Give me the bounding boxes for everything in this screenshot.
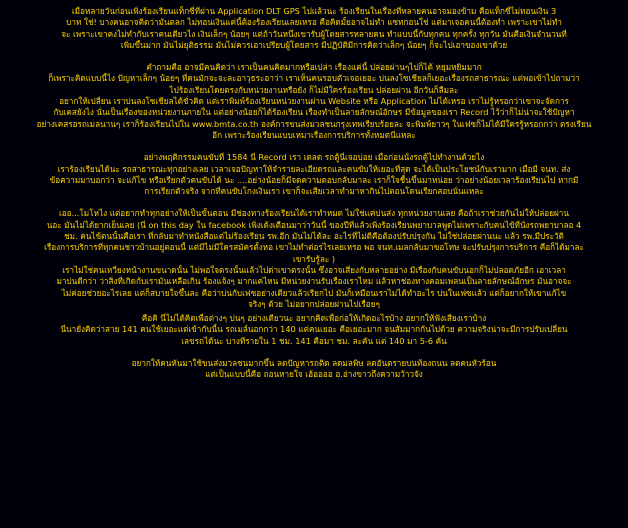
text-line: เขารับรู้ละ ) xyxy=(292,253,336,264)
text-line: การเรียกตัวจริง จากที่คนขับโกงเงินเรา เขาก็จะเสียเวลาทำมาหากินไปตอนโดนเรียกสอบนั่นแหละ xyxy=(144,186,484,197)
text-line: มาบ่นดีกว่า ว่าสิ่งที่เกิดกับเรามันเหลือเกิน ร้องแจ้งๆ มากแค่ไหน มีหน่วยงานรับเรื่องเราไหม แล้วหาช่องทางคอมเพลนเป็นลายลักษณ์อักษร มันอาจจะ xyxy=(56,276,572,287)
text-line: อยากให้คนหันมาใช้ขนส่งมวลชนมากขึ้น ลดปัญหารถติด ลดมลพิษ ลดอันตรายบนท้องถนน ลดคนหัวร้อน xyxy=(131,358,497,369)
text-line: แต่เป็นแบบนี้คือ ถอนหายใจ เฮ้ออออ อ.อ่างขาวถึงความว้าวจัง xyxy=(205,369,423,380)
paragraph-taxi-complaint xyxy=(10,6,618,51)
paragraph-spacer xyxy=(10,347,618,358)
paragraph-process xyxy=(10,208,618,310)
paragraph-bus-141 xyxy=(10,313,618,347)
paragraph-driver-behavior xyxy=(10,152,618,197)
text-line: เมื่อหลายวันก่อนเพิ่งร้องเรียนแท็กซี่ที่ผ่าน Application DLT GPS ไปแล้วนะ ร้องเรียนในเรื่องที่หลายคนอาจมองข้าม คือแท็กซี่ไม่ทอนเงิน 3 xyxy=(71,6,557,16)
text-line: กับเคสยังไง นั่นเป็นเรื่องของหน่วยงานภายใน แต่อย่างน้อยก็ได้ร้องเรียน เรื่องทำเป็นลายลักษณ์อักษร มีข้อมูลของเรา Record ไว้ว่าก็ไม่น่าจะใช้ปัญหา xyxy=(53,107,575,118)
text-line: อย่างพฤติกรรมคนขับที่ 1584 นี่ Record เรา เดลด รถตู้นี่เจอบ่อย เมื่อก่อนนั่งรถตู้ไปทำงานด้วยไง xyxy=(143,152,485,163)
text-line: เรื่องการบริการที่ทุกคนชาวบ้านอยู่ตอนนี้ แต่มีไม่มีใครสมัครตั้งหอ เขาไม่ทำต่อรไรเลยเหรอ พอ จนท.เมลกลับมาขอโทษ จะปรับปรุงการบริการ คือก็ได้มาละ xyxy=(44,242,584,253)
text-line: นี่นายั่งคิดว่าสาย 141 คนใช้เยอะแต่เข้ากับนี้น รถเมล์นอกกว่า 140 แต่คนเยอะ คือเยอะมาก จนสัมมากกันไปด้วย ความจริงน่าจะมีการปรับเปลี่ยน xyxy=(60,324,568,335)
text-line: ไม่ค่อยช่วยอะไรเลย แต่ก็สบายใจขึ้นละ คือว่าบ่นกับเฟซอย่างเดียวแล้วเรียกไป มันก็เหมือนเราไม่ได้ทำอะไร บ่นในเฟซแล้ว แต่ก็อยากให้เขาแก้ไข xyxy=(61,287,567,298)
text-line: จริงๆ ด้วย ไม่อยากปล่อยผ่านไปเรื่อยๆ xyxy=(248,298,380,309)
paragraph-question xyxy=(10,62,618,141)
text-line: ไปร้องเรียนโดยตรงกับหน่วยงานหรือยัง ก็ไม่มีใครร้องเรียน ปล่อยผ่าน อีกวันก็ลืมละ xyxy=(169,84,459,95)
text-line: ก็เพราะคิดแบบนี้ไง ปัญหาเล็กๆ น้อยๆ ที่คนมักจะจะละอาวุธระอาว่า เราเห็นคนรอบตัวเจอเยอะ บ่นลงโซเชียลก็เยอะเรื่องรถสาธารณะ แต่พอเข้าไปถามว่า xyxy=(48,73,580,84)
text-line: เราร้องเรียนได้นะ รถสาธารณะทุกอย่างเลย เวลาเจอปัญหาให้จำรายละเอียดรถและคนขับให้เยอะที่สุด จะได้เป็นประโยชน์กับเรามาก เมื่อมี จนท. ส่ง xyxy=(57,163,571,174)
text-line: ข้อความมาบอกว่า จะแก้ไข หรือเรียกตัวคนขับได้ นะ ....อย่างน้อยก็มีจดความตอบกลับมาละ เราก็ใจชื้นขึ้นมาหน่อย ว่าอย่างน้อยเวลาร้องเรียนไป หากมี xyxy=(49,174,579,185)
text-line: เราไม่ใช่คนเหวี่ยงหน้างานขนาดนั้น ไม่พอใจตรงนั้นแล้วไปด่าเขาตรงนั้น ซึ่งอาจเสี่ยงกับหลายอย่าง มีเรื่องกับคนขับนอกก็ไม่ปลอดภัยอีก เอาเวลา xyxy=(62,264,566,275)
text-line: อย่างเคสรอรถเมลนานๆ เราก็ร้องเรียนไปใน www.bmta.co.th องค์การขนส่งมวลชนกรุงเทพเรียบร้อยละ จะพิมพ์ยาวๆ ในเฟซก็ไม่ได้มีใครรู้หรอกกว่า ตรงเรียน xyxy=(36,118,592,129)
text-line: จะ เพราะเขาคงไม่ทำกับเราคนเดียวไง เงินเล็กๆ น้อยๆ แต่ถ้าวันหนึ่งเขารับผู้โดยสารหลายคน ทำแบบนี้กับทุกคน ทุกครั้ง ทุกวัน มันคือเงินจำนวนที่ xyxy=(61,28,567,39)
text-line: ชม. คนไข้ตนนั้นคือเรา ที่กลับมาทำหนังสือแต่ไม่ร้องเรียน รพ.อีก มันไม่ได้ละ อะไรที่ไม่ดีคือต้องปรับปรุงกัน ไม่ใช่ปล่อยผ่านนะ แล้ว รพ.มีประวัติ xyxy=(64,231,564,242)
text-line: คำถามคือ อาจมีคนคิดว่า เราเป็นคนคิดมากหรือเปล่า เรื่องแค่นี้ ปล่อยผ่านๆไปก็ได้ หยุมหยิมมาก xyxy=(146,62,482,73)
document-body xyxy=(10,6,618,381)
text-line: อีก เพราะร้องเรียนแบบเหมาเรื่องการบริการทั้งหมดนี่แหละ xyxy=(212,129,416,140)
text-line: เออ...โมโหไง แต่อยากทำทุกอย่างให้เป็นขั้นตอน มีช่องทางร้องเรียนได้เราทำหมด ไม่ใช่แค่บ่นส่ง ทุกหน่วยงานเลย คือถ้าเราช่วยกันไม่ให้ปล่อยผ่าน xyxy=(58,208,570,219)
text-line: บาท ใช่! บางคนอาจคิดว่ามันตลก ไม่ทอนเงินแค่นี้ต้องร้องเรียนเลยเหรอ คือคิดมั้ยอาจไม่ทำ แซทกอนใช่ แต่มาเจอคนนี้ต้องทำ เพราะเขาไม่ทำ xyxy=(66,17,562,28)
paragraph-closing xyxy=(10,358,618,381)
text-line: เพิ่มขึ้นมาก มันไม่ยุติธรรม มันไม่ควรเอาเปรียบผู้โดยสาร มีปฏิบัติมีการคิดว่าเล็กๆ น้อยๆ ก็จะไปเอาของเขาด้วย xyxy=(120,39,508,50)
text-line: นอะ มันไม่ได้ยากเย็นเลย (นี่ on this day ใน facebook เพิ่งเด้งเตือนมาว่าวันนี้ ของปีที่แล้วเพิ่งร้องเรียนพยาบาลพูดไม่เพราะกับคนไข้ที่นั่งรถพยาบาลอ 4 xyxy=(46,219,582,230)
text-line: อยากให้เปลี่ยน เราบ่นลงโซเชียลได้ชั่วคิด แต่เราพิมพ์ร้องเรียนหน่วยงานผ่าน Website หรือ Application ไม่ได้เหรอ เราไม่รู้หรอกว่าเขาจะจัดการ xyxy=(59,96,569,107)
paragraph-spacer xyxy=(10,141,618,152)
text-line: เลขรถได้นะ บางทีรายใน 1 ชม. 141 คือมา ชม. ละคัน แต่ 140 มา 5-6 คัน xyxy=(181,335,447,346)
paragraph-spacer xyxy=(10,51,618,62)
text-line: คือคิ นี่ไม่ได้คิดเพื่อต่างๆ บ่นๆ อย่างเดียวนะ อยากคิดเพื่อก่อให้เกิดอะไรบ้าง อยากให้ฟังเสียงเราบ้าง xyxy=(141,313,487,324)
paragraph-spacer xyxy=(10,197,618,208)
